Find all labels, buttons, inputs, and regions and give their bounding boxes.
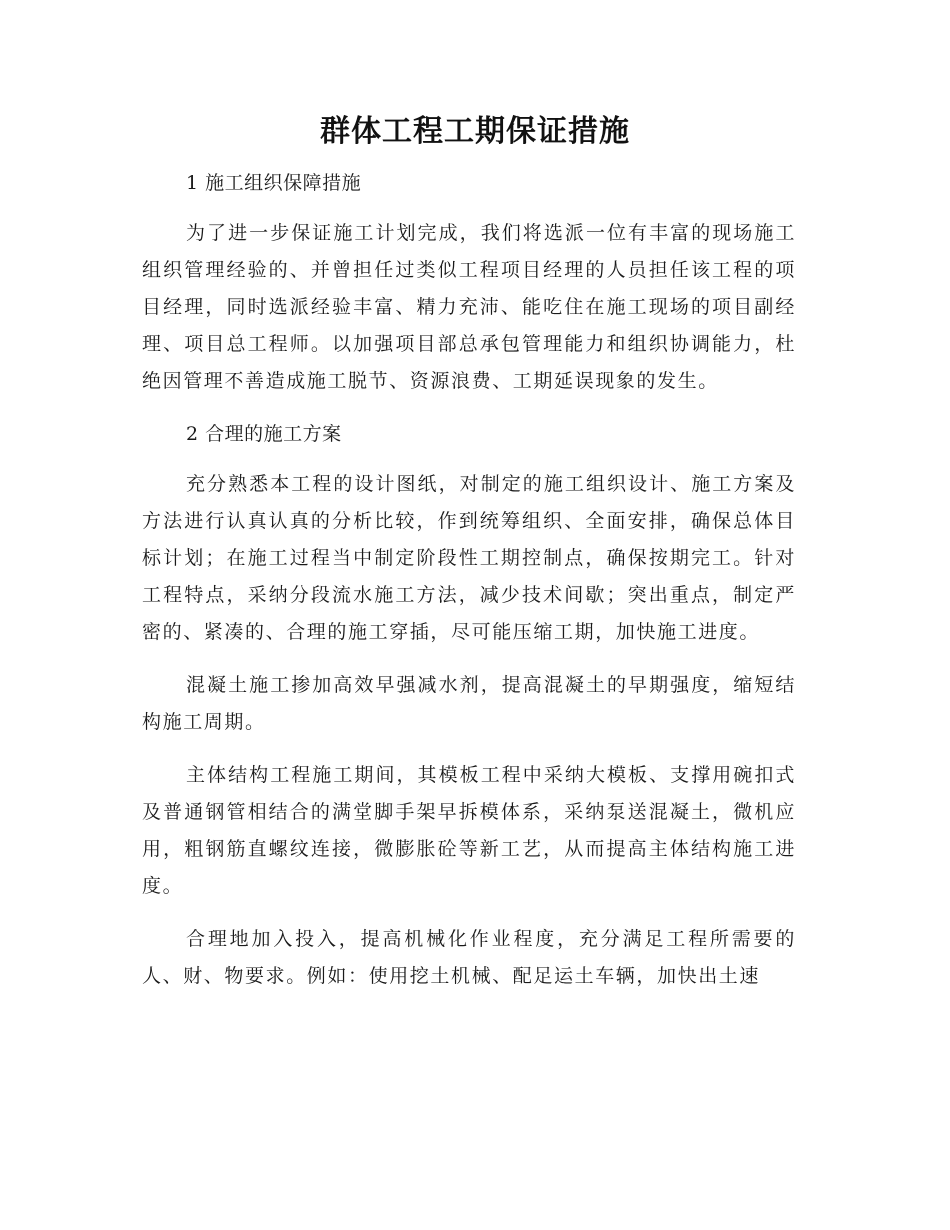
paragraph: 为了进一步保证施工计划完成，我们将选派一位有丰富的现场施工组织管理经验的、并曾担任过类似工程项目经理的人员担任该工程的项目经理，同时选派经验丰富、精力充沛、能吃住在施工现场的项目副经理、项目总工程师。以加强项目部总承包管理能力和组织协调能力，杜绝因管理不善造成施工脱节、资源浪费、工期延误现象的发生。 bbox=[142, 222, 796, 392]
paragraph: 充分熟悉本工程的设计图纸，对制定的施工组织设计、施工方案及方法进行认真认真的分析比较，作到统筹组织、全面安排，确保总体目标计划；在施工过程当中制定阶段性工期控制点，确保按期完工。针对工程特点，采纳分段流水施工方法，减少技术间歇；突出重点，制定严密的、紧凑的、合理的施工穿插，尽可能压缩工期，加快施工进度。 bbox=[142, 473, 796, 643]
paragraph: 主体结构工程施工期间，其模板工程中采纳大模板、支撑用碗扣式及普通钢管相结合的满堂脚手架早拆模体系，采纳泵送混凝土，微机应用，粗钢筋直螺纹连接，微膨胀砼等新工艺，从而提高主体结构施工进度。 bbox=[142, 764, 796, 897]
document-title: 群体工程工期保证措施 bbox=[320, 114, 630, 149]
section-heading-2: 2 合理的施工方案 bbox=[186, 423, 342, 445]
section-heading-1: 1 施工组织保障措施 bbox=[186, 172, 362, 194]
paragraph: 混凝土施工掺加高效早强减水剂，提高混凝土的早期强度，缩短结构施工周期。 bbox=[142, 674, 796, 733]
document-body bbox=[142, 165, 796, 995]
paragraph: 合理地加入投入，提高机械化作业程度，充分满足工程所需要的人、财、物要求。例如：使用挖土机械、配足运土车辆，加快出土速 bbox=[142, 928, 796, 987]
